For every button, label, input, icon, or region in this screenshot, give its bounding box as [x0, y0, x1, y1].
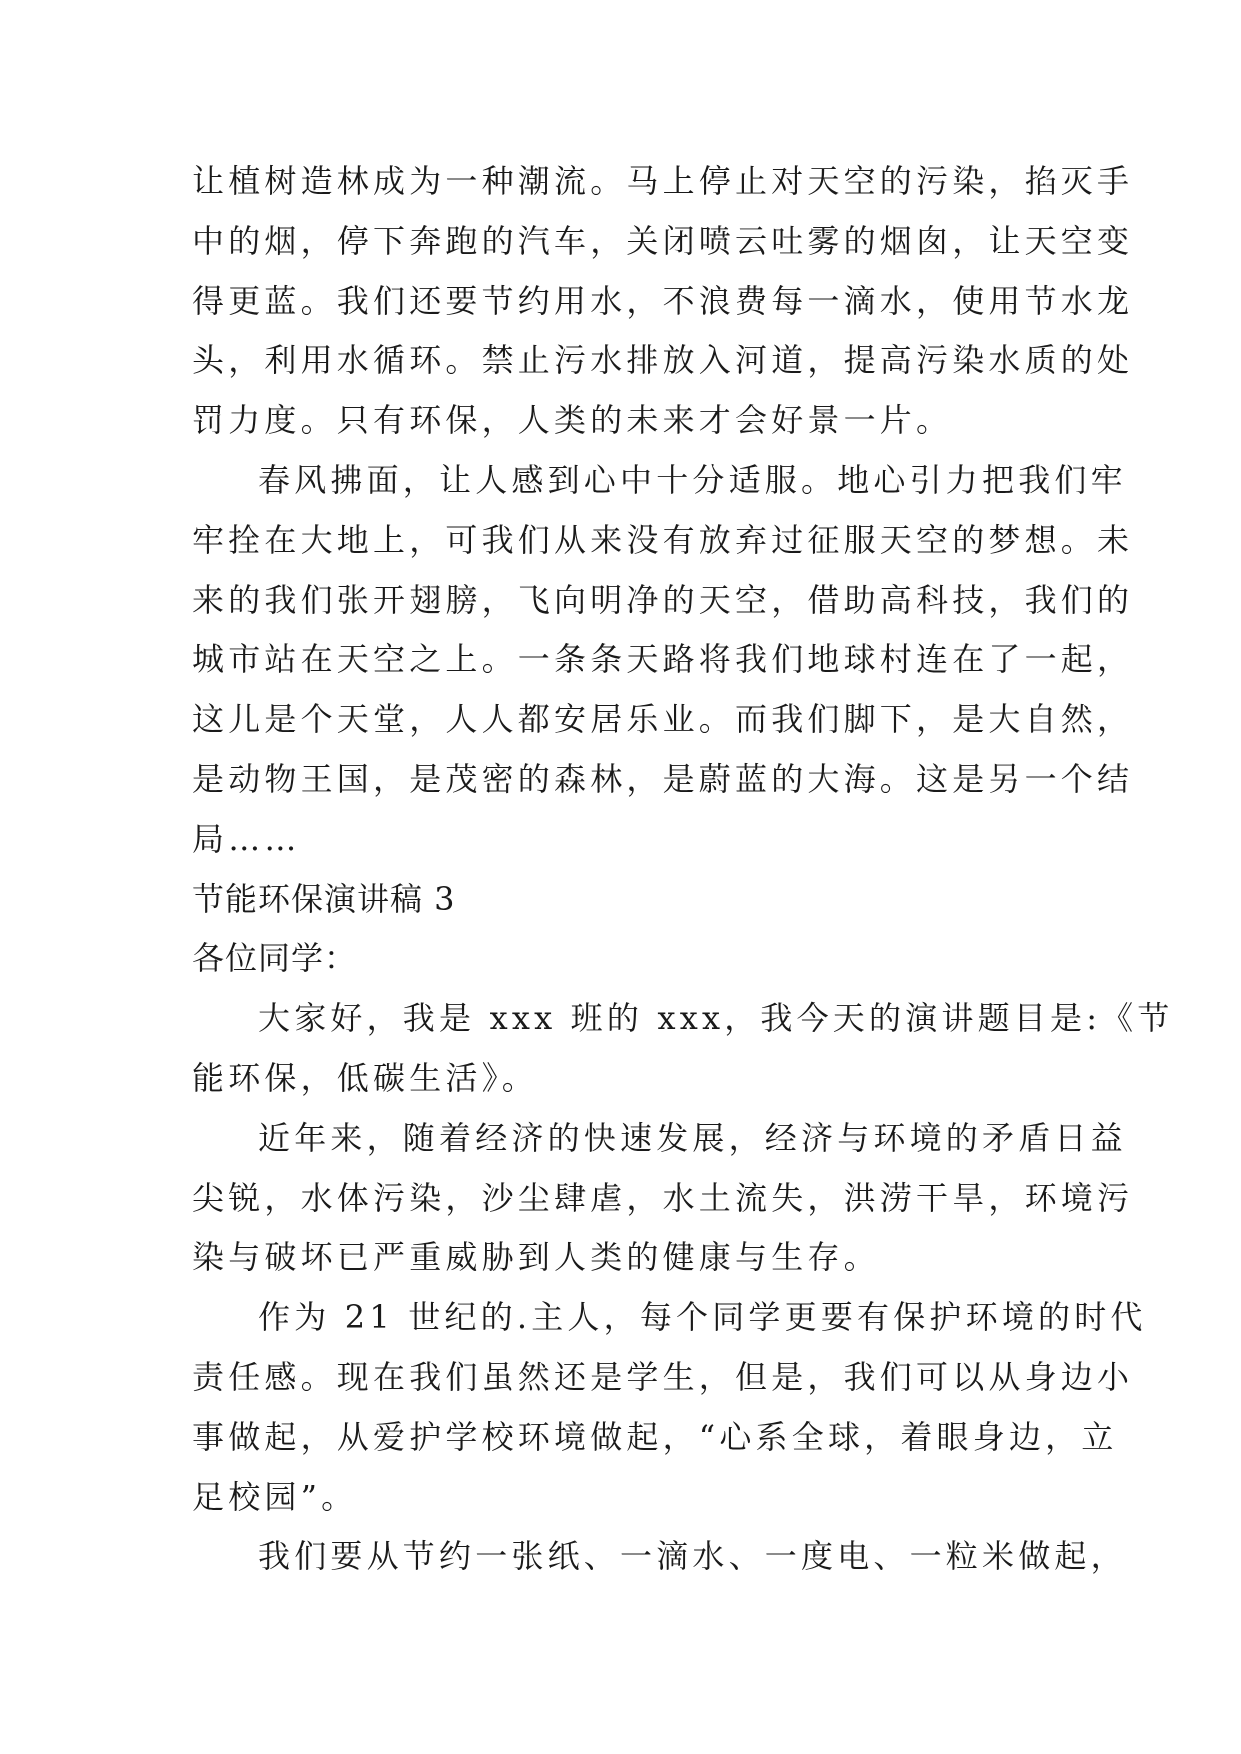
text-line: 城市站在天空之上。一条条天路将我们地球村连在了一起， [192, 640, 1134, 679]
text-line: 牢拴在大地上，可我们从来没有放弃过征服天空的梦想。未 [192, 520, 1134, 559]
text-line: 事做起，从爱护学校环境做起，“心系全球，着眼身边，立 [192, 1417, 1118, 1456]
paragraph-start-line: 作为 21 世纪的.主人，每个同学更要有保护环境的时代 [258, 1298, 1147, 1337]
text-line: 是动物王国，是茂密的森林，是蔚蓝的大海。这是另一个结 [192, 759, 1134, 798]
paragraph-start-line: 春风拂面，让人感到心中十分适服。地心引力把我们牢 [258, 460, 1127, 499]
paragraph-start-line: 近年来，随着经济的快速发展，经济与环境的矛盾日益 [258, 1118, 1127, 1157]
paragraph-start-line: 我们要从节约一张纸、一滴水、一度电、一粒米做起， [258, 1537, 1127, 1576]
text-line: 罚力度。只有环保，人类的未来才会好景一片。 [192, 401, 953, 440]
text-line: 中的烟，停下奔跑的汽车，关闭喷云吐雾的烟囱，让天空变 [192, 221, 1134, 260]
text-line: 来的我们张开翅膀，飞向明净的天空，借助高科技，我们的 [192, 580, 1134, 619]
text-line: 让植树造林成为一种潮流。马上停止对天空的污染，掐灭手 [192, 162, 1134, 200]
text-line: 这儿是个天堂，人人都安居乐业。而我们脚下，是大自然， [192, 700, 1134, 739]
salutation: 各位同学： [192, 939, 358, 978]
text-line: 责任感。现在我们虽然还是学生，但是，我们可以从身边小 [192, 1357, 1134, 1396]
text-line: 尖锐，水体污染，沙尘肆虐，水土流失，洪涝干旱，环境污 [192, 1178, 1134, 1217]
text-line: 能环保，低碳生活》。 [192, 1058, 539, 1097]
text-line: 足校园”。 [192, 1477, 358, 1516]
section-title: 节能环保演讲稿 3 [192, 879, 456, 918]
text-line: 染与破坏已严重威胁到人类的健康与生存。 [192, 1238, 880, 1277]
paragraph-start-line: 大家好，我是 xxx 班的 xxx，我今天的演讲题目是:《节 [258, 999, 1174, 1038]
document-page [192, 152, 1174, 1587]
text-line: 头，利用水循环。禁止污水排放入河道，提高污染水质的处 [192, 341, 1134, 380]
text-line: 得更蓝。我们还要节约用水，不浪费每一滴水，使用节水龙 [192, 281, 1134, 320]
text-line: 局…… [192, 819, 301, 858]
